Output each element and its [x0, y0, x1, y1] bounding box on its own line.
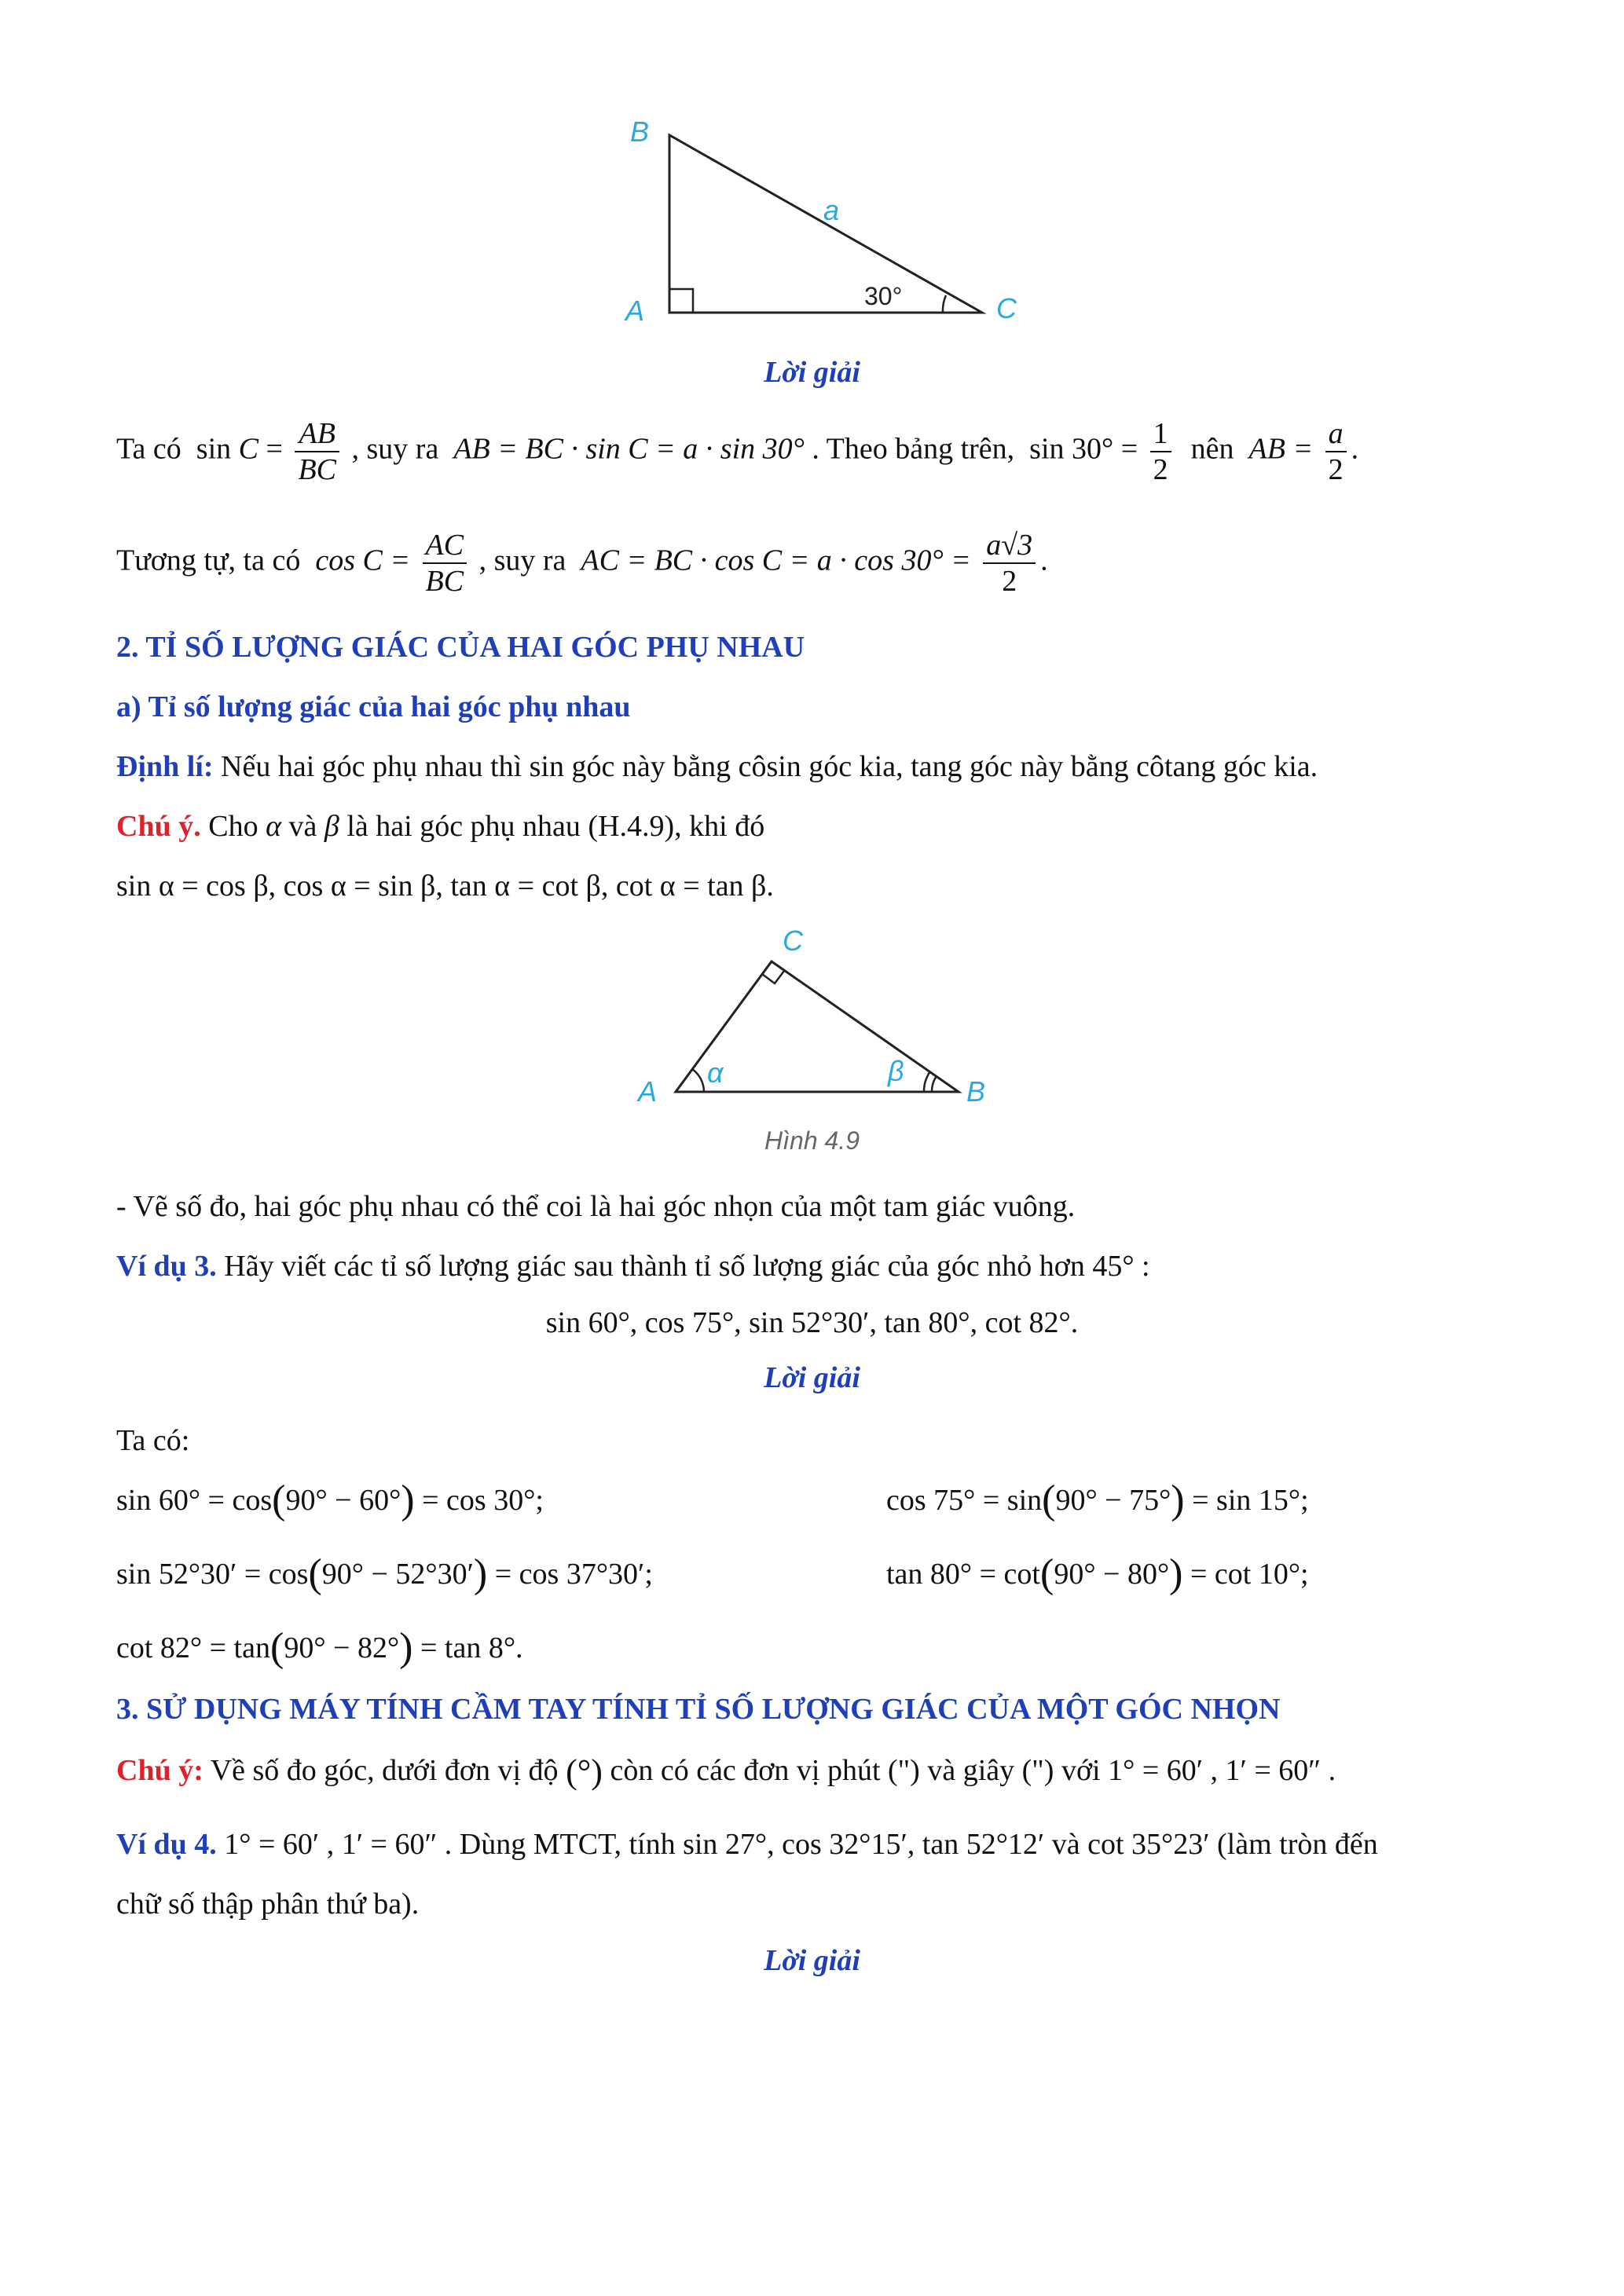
- example4-paragraph-cont: chữ số thập phân thứ ba).: [116, 1888, 420, 1921]
- paren-open: (: [272, 1478, 286, 1522]
- theorem-text: Nếu hai góc phụ nhau thì sin góc này bằng côsin góc kia, tang góc này bằng côtang góc kia.: [213, 750, 1318, 783]
- paren-open: (: [308, 1551, 322, 1596]
- paren-close: ): [401, 1478, 415, 1522]
- section-3-title: 3. SỬ DỤNG MÁY TÍNH CẦM TAY TÍNH TỈ SỐ LƯỢNG GIÁC CỦA MỘT GÓC NHỌN: [116, 1693, 1281, 1726]
- paren-close: ): [1169, 1551, 1183, 1596]
- note1-text: Cho: [200, 810, 266, 843]
- solution1-line1: [116, 416, 1358, 487]
- expr-part: 90° − 60°: [285, 1484, 401, 1517]
- math-beta: β: [324, 810, 339, 843]
- angle-arc-c: [943, 295, 946, 313]
- note1-label: Chú ý.: [116, 810, 201, 843]
- paren-close: ): [399, 1625, 413, 1670]
- frac-den: 2: [1153, 453, 1168, 486]
- expr-part: sin 60° = cos: [116, 1484, 273, 1517]
- math-ab-eq: AB =: [1248, 432, 1314, 466]
- text-nen: nên: [1190, 432, 1234, 466]
- frac-den: 2: [1002, 565, 1017, 598]
- expr-part: sin 52°30′ = cos: [116, 1558, 309, 1591]
- right-angle-mark-a: [669, 289, 693, 313]
- text-theo-bang: . Theo bảng trên,: [812, 432, 1015, 466]
- note1-text: và: [281, 810, 324, 843]
- right-angle-mark-c: [762, 971, 784, 983]
- math-cos-c: cos C =: [315, 544, 411, 577]
- degree-unit: (°): [566, 1752, 603, 1791]
- expr-part: = sin 15°;: [1184, 1484, 1309, 1517]
- math-sin30: sin 30° =: [1029, 432, 1138, 466]
- solution-title-3: Lời giải: [764, 1361, 860, 1394]
- solution3-row3-left: [116, 1626, 523, 1670]
- expr-part: = cos 37°30′;: [487, 1558, 653, 1591]
- expr-part: = cot 10°;: [1182, 1558, 1309, 1591]
- solution3-row1-right: [886, 1478, 1309, 1522]
- frac-num: AC: [423, 528, 467, 564]
- frac-num: 1: [1150, 416, 1171, 452]
- example4-label: Ví dụ 4.: [116, 1828, 217, 1861]
- theorem-label: Định lí:: [116, 750, 214, 783]
- paren-close: ): [473, 1551, 488, 1596]
- solution3-row2-right: [886, 1552, 1309, 1596]
- expr-part: 90° − 75°: [1055, 1484, 1171, 1517]
- expr-part: = cos 30°;: [414, 1484, 544, 1517]
- side-label-a: a: [823, 194, 840, 226]
- note1-paragraph: [116, 804, 764, 848]
- angle-label-30: 30°: [864, 282, 903, 310]
- solution3-intro: Ta có:: [116, 1424, 190, 1457]
- angle-label-alpha: α: [707, 1056, 724, 1089]
- vertex-label-b: B: [630, 115, 650, 148]
- math-eq: =: [266, 432, 283, 466]
- figure-caption-4-9: Hình 4.9: [764, 1126, 860, 1155]
- fraction-ab-bc: [295, 416, 339, 487]
- example3-paragraph: [116, 1244, 1150, 1288]
- note2-text: còn có các đơn vị phút (") và giây (") với 1° = 60′ , 1′ = 60″ .: [602, 1754, 1336, 1787]
- example3-label: Ví dụ 3.: [116, 1250, 217, 1283]
- paren-open: (: [269, 1625, 284, 1670]
- remark-line: - Vẽ số đo, hai góc phụ nhau có thể coi là hai góc nhọn của một tam giác vuông.: [116, 1190, 1076, 1223]
- expr-part: cos 75° = sin: [886, 1484, 1043, 1517]
- frac-den: BC: [425, 565, 464, 598]
- angle-arc-beta-2: [924, 1071, 930, 1092]
- note2-paragraph: [116, 1749, 1336, 1794]
- fraction-a-2: [1325, 416, 1347, 487]
- solution1-line2: [116, 528, 1048, 599]
- angle-arc-beta-1: [932, 1076, 937, 1092]
- math-c: C: [238, 432, 259, 466]
- subsection-a-title: a) Tỉ số lượng giác của hai góc phụ nhau: [116, 690, 631, 723]
- solution-title-4: Lời giải: [764, 1944, 860, 1977]
- expr-part: = tan 8°.: [412, 1631, 523, 1664]
- vertex-label-b-2: B: [966, 1075, 986, 1108]
- vertex-label-c-2: C: [783, 925, 803, 957]
- solution3-row1-left: [116, 1478, 544, 1522]
- math-ac-expr: AC = BC · cos C = a · cos 30° =: [581, 544, 971, 577]
- vertex-label-a-2: A: [638, 1075, 658, 1108]
- expr-part: 90° − 80°: [1054, 1558, 1170, 1591]
- period: .: [1040, 544, 1048, 577]
- note1-text: là hai góc phụ nhau (H.4.9), khi đó: [339, 810, 765, 843]
- section-2-title: 2. TỈ SỐ LƯỢNG GIÁC CỦA HAI GÓC PHỤ NHAU: [116, 631, 805, 664]
- figure-right-triangle-abc: [613, 110, 1053, 346]
- math-alpha: α: [266, 810, 282, 843]
- math-sin: sin: [196, 432, 232, 466]
- frac-den: BC: [298, 453, 337, 486]
- math-ab-expr: AB = BC · sin C = a · sin 30°: [453, 432, 805, 466]
- period: .: [1351, 432, 1359, 466]
- figure-hinh-4-9: [629, 919, 1006, 1108]
- expr-part: 90° − 82°: [284, 1631, 400, 1664]
- identity-line: sin α = cos β, cos α = sin β, tan α = cot β, cot α = tan β.: [116, 870, 774, 903]
- fraction-a-sqrt3-2: [983, 528, 1036, 599]
- theorem-paragraph: [116, 745, 1318, 789]
- paren-open: (: [1042, 1478, 1056, 1522]
- vertex-label-c: C: [996, 292, 1017, 324]
- example3-text: Hãy viết các tỉ số lượng giác sau thành tỉ số lượng giác của góc nhỏ hơn 45° :: [216, 1250, 1150, 1283]
- expr-part: cot 82° = tan: [116, 1631, 270, 1664]
- example3-list: sin 60°, cos 75°, sin 52°30′, tan 80°, cot 82°.: [545, 1306, 1079, 1339]
- text-suy-ra: , suy ra: [478, 544, 566, 577]
- frac-den: 2: [1328, 453, 1344, 486]
- solution3-row2-left: [116, 1552, 653, 1596]
- paren-close: ): [1171, 1478, 1185, 1522]
- frac-num: a: [1325, 416, 1347, 452]
- angle-arc-alpha: [692, 1069, 704, 1092]
- solution-title-1: Lời giải: [764, 356, 860, 389]
- fraction-ac-bc: [423, 528, 467, 599]
- text-ta-co: Ta có: [116, 432, 181, 466]
- paren-open: (: [1039, 1551, 1054, 1596]
- note2-text: Về số đo góc, dưới đơn vị độ: [203, 1754, 566, 1787]
- vertex-label-a: A: [625, 295, 645, 327]
- fraction-1-2: [1150, 416, 1171, 487]
- example4-text: 1° = 60′ , 1′ = 60″ . Dùng MTCT, tính sin 27°, cos 32°15′, tan 52°12′ và cot 35°23′ (làm tròn đến: [216, 1828, 1378, 1861]
- example4-paragraph: [116, 1822, 1378, 1866]
- note2-label: Chú ý:: [116, 1754, 203, 1787]
- frac-num: a√3: [983, 528, 1036, 564]
- frac-num: AB: [295, 416, 339, 452]
- expr-part: tan 80° = cot: [886, 1558, 1040, 1591]
- text-tuong-tu: Tương tự, ta có: [116, 544, 301, 577]
- expr-part: 90° − 52°30′: [321, 1558, 474, 1591]
- angle-label-beta: β: [888, 1055, 904, 1087]
- text-suy-ra: , suy ra: [351, 432, 439, 466]
